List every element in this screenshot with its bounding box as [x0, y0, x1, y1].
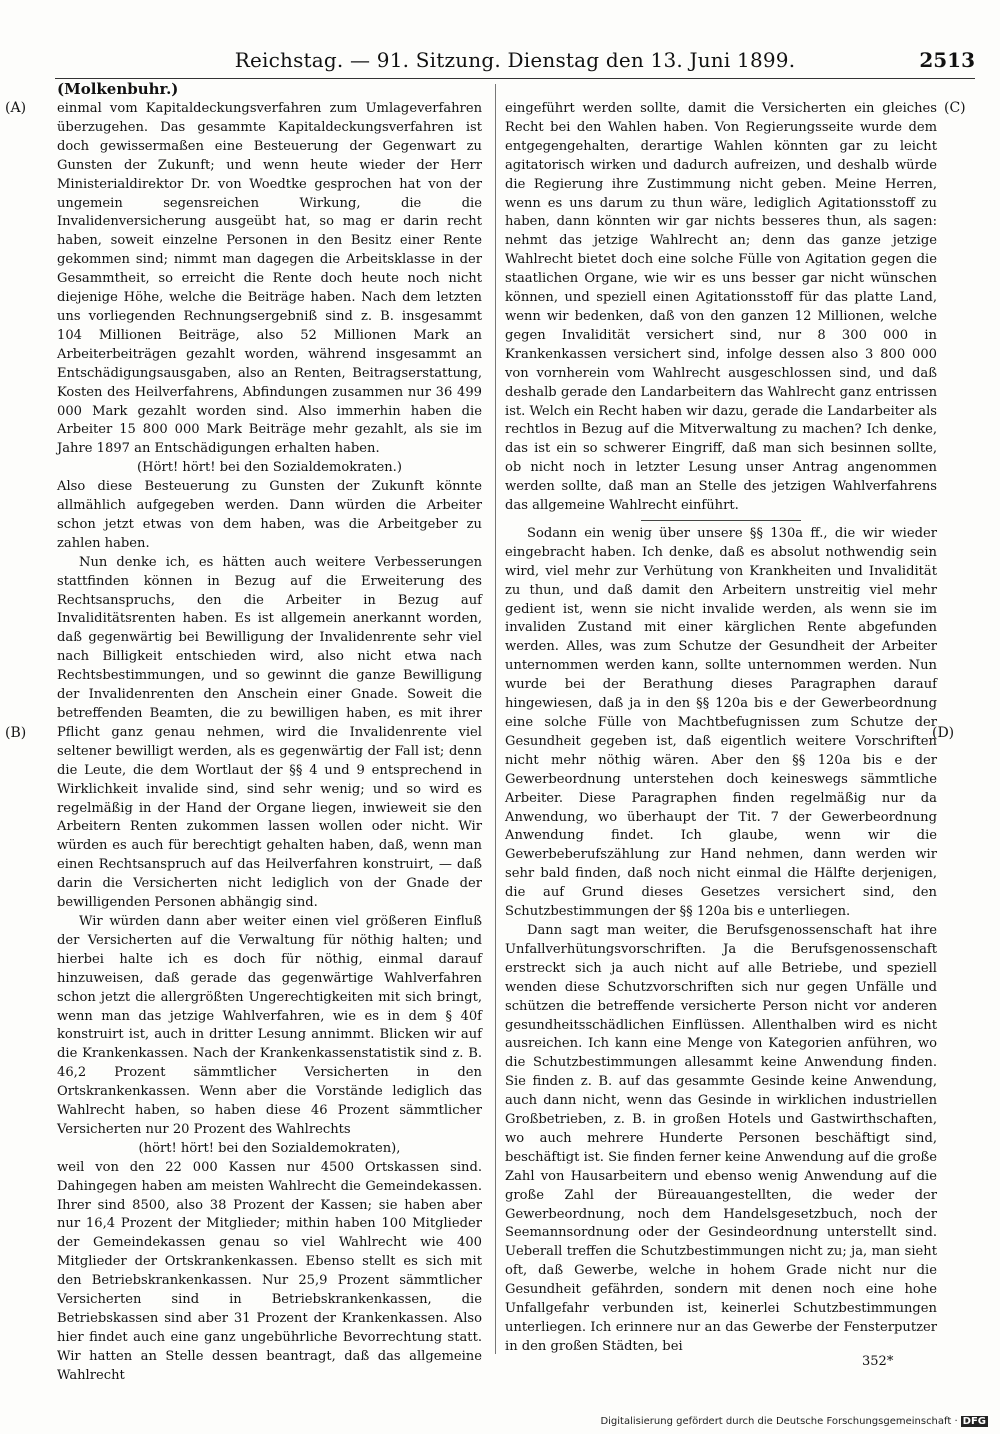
- page-number: 2513: [919, 48, 975, 72]
- right-column: [505, 100, 937, 1354]
- dfg-logo: DFG: [962, 1416, 986, 1427]
- margin-label-a: (A): [5, 100, 27, 116]
- digitization-footer: [600, 1416, 988, 1427]
- paragraph: eingeführt werden sollte, damit die Versicherten ein gleiches Recht bei den Wahlen haben. Von Regierungsseite wurde dem entgegengehalten, derartige Wahlen könnten gar zu leicht agitatorisch wirken und dadurch aufreizen, und deshalb würde die Regierung ihre Zustimmung nicht geben. Meine Herren, wenn es uns darum zu thun wäre, lediglich Agitationsstoff zu haben, dann könnten wir gar nichts besseres thun, als sagen: nehmt das jetzige Wahlrecht an; denn das ganze jetzige Wahlrecht bietet doch eine solche Fülle von Agitation gegen die staatlichen Organe, wie wir es uns besser gar nicht wünschen können, und speziell einen Agitationsstoff für das platte Land, wenn wir bedenken, daß von den ganzen 12 Millionen, welche gegen Invalidität versichert sind, nur 8 300 000 in Krankenkassen versichert sind, infolge dessen also 3 800 000 von vornherein vom Wahlrecht ausgeschlossen sind, und daß deshalb gerade den Landarbeitern das Wahlrecht ganz entrissen ist. Welch ein Recht haben wir dazu, gerade die Landarbeiter als rechtlos in Bezug auf die Mitverwaltung zu machen? Ich denke, das ist ein so schwerer Eingriff, daß man sich besinnen sollte, ob nicht noch in letzter Lesung unser Antrag angenommen werden sollte, daß man an Stelle des jetzigen Wahlverfahrens das allgemeine Wahlrecht einführt.: [505, 101, 937, 514]
- margin-label-c: (C): [944, 100, 966, 116]
- left-column: [57, 100, 482, 1383]
- margin-label-b: (B): [5, 725, 27, 741]
- paragraph: Sodann ein wenig über unsere §§ 130a ff., die wir wieder eingebracht haben. Ich denke, daß es absolut nothwendig sein wird, viel mehr zur Verhütung von Krankheiten und Invalidität zu thun, und daß damit den Arbeitern unstreitig viel mehr gedient ist, wenn sie nicht invalide werden, als wenn sie im invaliden Zustand mit einer kärglichen Rente abgefunden werden. Alles, was zum Schutze der Gesundheit der Arbeiter unternommen werden kann, sollte unternommen werden. Nun wurde bei der Berathung dieses Paragraphen darauf hingewiesen, daß ja in den §§ 120a bis e der Gewerbeordnung eine solche Fülle von Machtbefugnissen zum Schutze der Gesundheit gegeben ist, daß eigentlich weitere Vorschriften nicht mehr nöthig wären. Aber den §§ 120a bis e der Gewerbeordnung unterstehen doch keineswegs sämmtliche Arbeiter. Diese Paragraphen finden regelmäßig nur da Anwendung, wo überhaupt der Tit. 7 der Gewerbeordnung Anwendung findet. Ich glaube, wenn wir die Gewerbeberufszählung zur Hand nehmen, dann werden wir sehr bald finden, daß noch nicht einmal die Hälfte derjenigen, die auf Grund dieses Gesetzes versichert sind, den Schutzbestimmungen der §§ 120a bis e unterliegen.: [505, 525, 937, 920]
- paragraph: Wir würden dann aber weiter einen viel größeren Einfluß der Versicherten auf die Verwaltung für nöthig halten; und hierbei halte ich es doch für nöthig, einmal darauf hinzuweisen, daß gerade das gegenwärtige Wahlverfahren schon jetzt die allergrößten Ungerechtigkeiten mit sich bringt, wenn man das jetzige Wahlverfahren, wie es in dem § 40f konstruirt ist, auch in dritter Lesung annimmt. Blicken wir auf die Krankenkassen. Nach der Krankenkassenstatistik sind z. B. 46,2 Prozent sämmtlicher Versicherten in den Ortskrankenkassen. Wenn aber die Vorstände lediglich das Wahlrecht haben, so haben diese 46 Prozent sämmtlicher Versicherten nur 20 Prozent des Wahlrechts: [57, 913, 482, 1137]
- speaker-name: (Molkenbuhr.): [57, 80, 179, 98]
- footer-text: Digitalisierung gefördert durch die Deutsche Forschungsgemeinschaft ·: [600, 1416, 958, 1427]
- interjection: (Hört! hört! bei den Sozialdemokraten.): [137, 460, 402, 476]
- interjection: (hört! hört! bei den Sozialdemokraten),: [138, 1140, 401, 1156]
- paragraph: Dann sagt man weiter, die Berufsgenossenschaft hat ihre Unfallverhütungsvorschriften. Ja die Berufsgenossenschaft erstreckt sich ja auch nicht auf alle Betriebe, und speziell wenden diese Schutzvorschriften sich nur gegen Unfälle und schützen die betreffende versicherte Person nicht vor anderen gesundheitsschädlichen Einflüssen. Allenthalben wird es nicht ausreichen. Ich kann eine Menge von Kategorien anführen, wo die Schutzbestimmungen allesammt keine Anwendung finden. Sie finden z. B. auf das gesammte Gesinde keine Anwendung, auch dann nicht, wenn das Gesinde in wirklichen industriellen Großbetrieben, z. B. in großen Hotels und Gastwirthschaften, wo auch mehrere Hunderte Personen beschäftigt sind, beschäftigt ist. Sie finden ferner keine Anwendung auf die große Zahl von Hausarbeitern und ebenso wenig Anwendung auf die große Zahl der Büreauangestellten, die weder der Gewerbeordnung, noch dem Handelsgesetzbuch, noch der Seemannsordnung oder der Gesindeordnung unterstellt sind. Ueberall treffen die Schutzbestimmungen nicht zu; ja, man sieht oft, daß Gewerbe, welche in hohem Grade nicht nur die Gesundheit gefährden, sondern mit denen noch eine hohe Unfallgefahr verbunden ist, keinerlei Schutzbestimmungen unterliegen. Ich erinnere nur an das Gewerbe der Fensterputzer in den großen Städten, bei: [505, 922, 937, 1354]
- margin-label-d: (D): [932, 725, 955, 741]
- column-divider: [495, 84, 496, 1354]
- header-title: Reichstag. — 91. Sitzung. Dienstag den 13. Juni 1899.: [234, 48, 796, 72]
- paragraph: einmal vom Kapitaldeckungsverfahren zum Umlageverfahren überzugehen. Das gesammte Kapitaldeckungsverfahren ist doch gewissermaßen eine Besteuerung der Gegenwart zu Gunsten der Zukunft; und wenn heute wieder der Herr Ministerialdirektor Dr. von Woedtke gesprochen hat von der ungemein segensreichen Wirkung, die die Invalidenversicherung ausgeübt hat, so mag er darin recht haben, soweit einzelne Personen in den Besitz einer Rente gekommen sind; nimmt man dagegen die Arbeitsklasse in der Gesammtheit, so erreicht die Rente doch heute noch nicht diejenige Höhe, welche die Beiträge haben. Nach dem letzten uns vorliegenden Rechnungsergebniß sind z. B. insgesammt 104 Millionen Beiträge, also 52 Millionen Mark an Arbeiterbeiträgen gezahlt worden, während insgesammt an Entschädigungsausgaben, also an Renten, Beitragserstattung, Kosten des Heilverfahrens, Abfindungen zusammen nur 36 499 000 Mark gezahlt worden sind. Also immerhin haben die Arbeiter 15 800 000 Mark Beiträge mehr gezahlt, als sie im Jahre 1897 an Entschädigungen erhalten haben.: [57, 101, 482, 457]
- page-header: [55, 48, 975, 79]
- paragraph: Also diese Besteuerung zu Gunsten der Zukunft könnte allmählich aufgegeben werden. Dann würden die Arbeiter schon jetzt etwas von dem haben, was die Arbeitgeber zu zahlen haben.: [57, 479, 482, 551]
- signature-mark: 352*: [862, 1354, 894, 1369]
- paragraph: Nun denke ich, es hätten auch weitere Verbesserungen stattfinden können in Bezug auf die Erweiterung des Rechtsanspruchs, den die Arbeiter in Bezug auf Invaliditätsrenten haben. Es ist allgemein anerkannt worden, daß gegenwärtig bei Bewilligung der Invalidenrente sehr viel nach Billigkeit entschieden wird, also nicht etwa nach Rechtsbestimmungen, und so gewinnt die ganze Bewilligung der Invalidenrenten den Anschein einer Gnade. Soweit die betreffenden Beamten, die zu bewilligen haben, es mit ihrer Pflicht ganz genau nehmen, wird die Invalidenrente viel seltener bewilligt werden, als es gegenwärtig der Fall ist; denn die Leute, die dem Wortlaut der §§ 4 und 9 entsprechend in Wirklichkeit invalide sind, sind sehr wenig; und so wird es regelmäßig in der Hand der Organe liegen, inwieweit sie den Arbeitern Renten zukommen lassen wollen oder nicht. Wir würden es auch für berechtigt gehalten haben, daß, wenn man einen Rechtsanspruch auf das Heilverfahren konstruirt, — daß darin die Versicherten nicht lediglich von der Gnade der bewilligenden Personen abhängig sind.: [57, 554, 482, 911]
- section-rule: [641, 520, 801, 521]
- paragraph: weil von den 22 000 Kassen nur 4500 Ortskassen sind. Dahingegen haben am meisten Wahlrecht die Gemeindekassen. Ihrer sind 8500, also 38 Prozent der Kassen; sie haben aber nur 16,4 Prozent der Mitglieder; mithin haben 100 Mitglieder der Gemeindekassen genau so viel Wahlrecht wie 400 Mitglieder der Ortskrankenkassen. Ebenso stellt es sich mit den Betriebskrankenkassen. Nur 25,9 Prozent sämmtlicher Versicherten sind in Betriebskrankenkassen, die Betriebskassen sind aber 31 Prozent der Krankenkassen. Also hier findet auch eine ganz ungebührliche Bevorrechtung statt. Wir hatten an Stelle dessen beantragt, daß das allgemeine Wahlrecht: [57, 1159, 482, 1383]
